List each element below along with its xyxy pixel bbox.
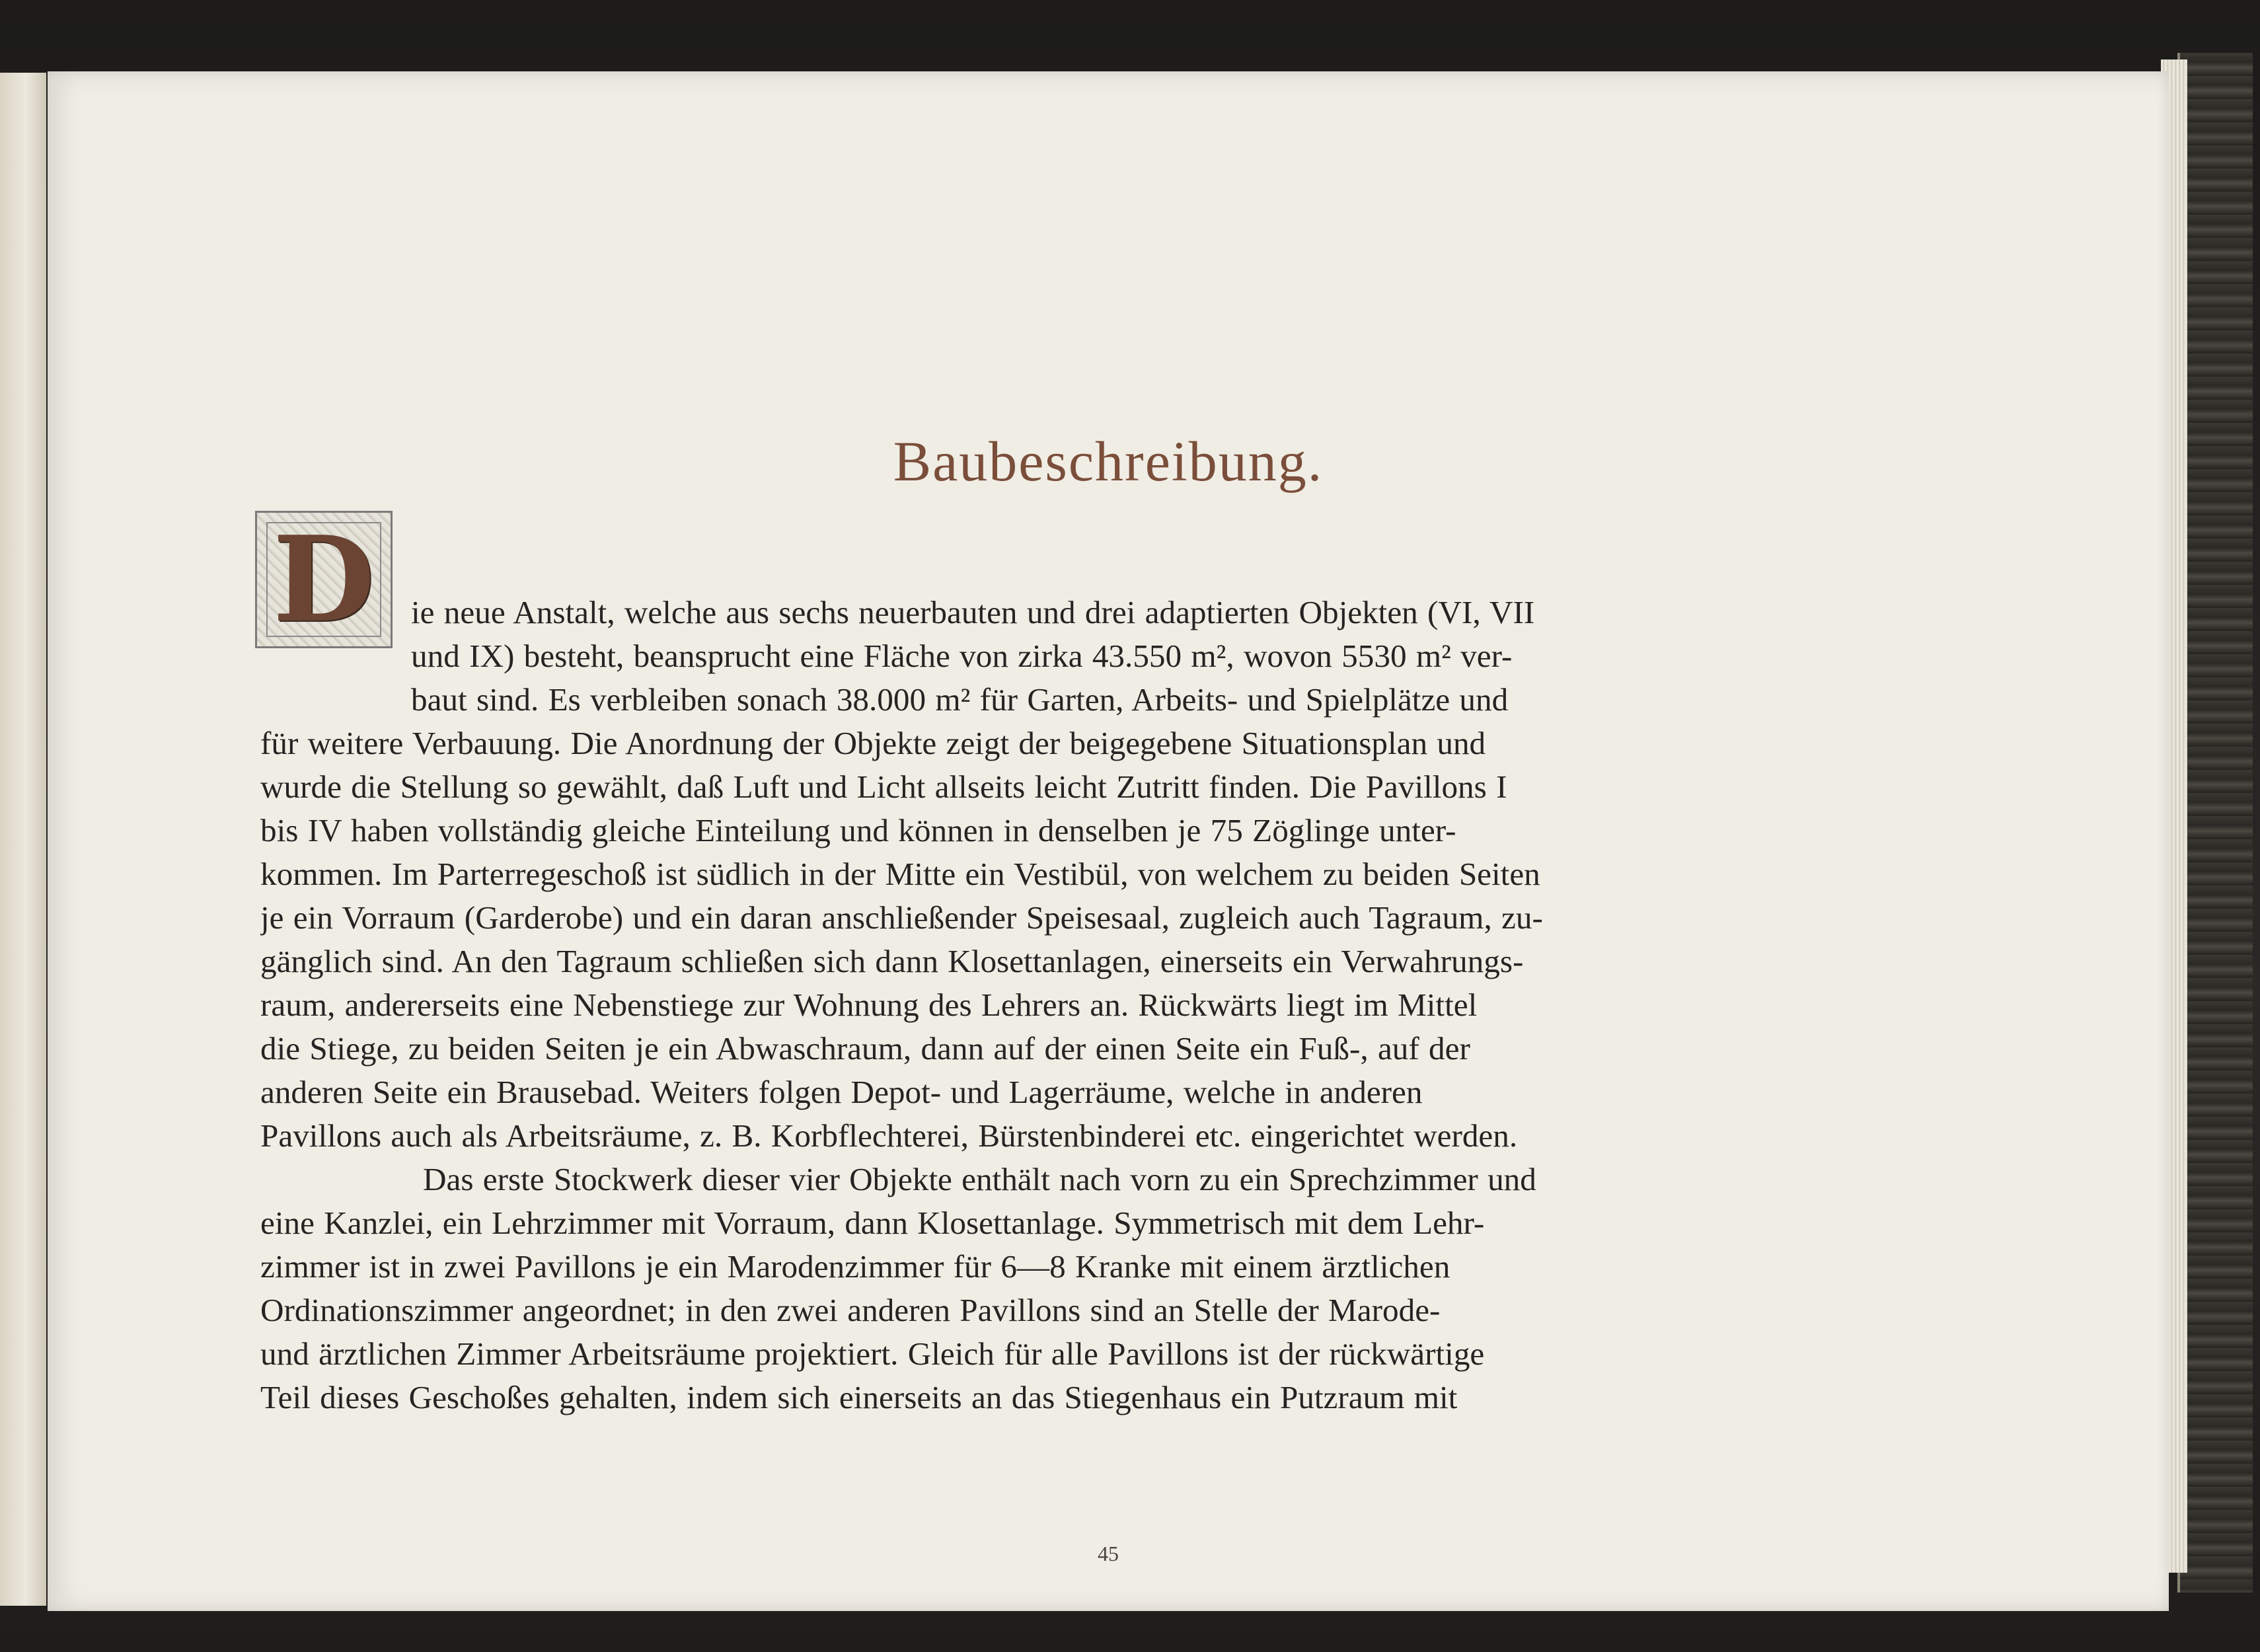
text-line: für weitere Verbauung. Die Anordnung der Objekte zeigt der beigegebene Situationsplan und [260,725,1486,761]
text-line: kommen. Im Parterregeschoß ist südlich in der Mitte ein Vestibül, von welchem zu beiden Seiten [260,856,1540,892]
text-line: Ordinationszimmer angeordnet; in den zwei anderen Pavillons sind an Stelle der Marode- [260,1292,1441,1328]
text-line: eine Kanzlei, ein Lehrzimmer mit Vorraum, dann Klosettanlage. Symmetrisch mit dem Lehr- [260,1205,1485,1241]
drop-cap-letter: D [272,522,375,637]
text-line: Pavillons auch als Arbeitsräume, z. B. Korbflechterei, Bürstenbinderei etc. eingerichtet werden. [260,1117,1518,1154]
text-line: anderen Seite ein Brausebad. Weiters folgen Depot- und Lagerräume, welche in anderen [260,1074,1423,1110]
book-binding [2177,53,2253,1593]
text-line: baut sind. Es verbleiben sonach 38.000 m² für Garten, Arbeits- und Spielplätze und [411,681,1509,718]
text-line: ie neue Anstalt, welche aus sechs neuerbauten und drei adaptierten Objekten (VI, VII [411,594,1535,630]
text-line: gänglich sind. An den Tagraum schließen sich dann Klosettanlagen, einerseits ein Verwahrungs- [260,943,1524,979]
page-title: Baubeschreibung. [893,430,1324,493]
text-line: je ein Vorraum (Garderobe) und ein daran anschließender Speisesaal, zugleich auch Tagraum, zu- [260,899,1543,936]
page-number: 45 [1098,1542,1119,1565]
text-line: Teil dieses Geschoßes gehalten, indem sich einerseits an das Stiegenhaus ein Putzraum mit [260,1379,1458,1415]
text-line: Das erste Stockwerk dieser vier Objekte enthält nach vorn zu ein Sprechzimmer und [423,1161,1536,1197]
text-line: wurde die Stellung so gewählt, daß Luft und Licht allseits leicht Zutritt finden. Die Pavillons I [260,769,1507,805]
previous-page-edge [0,73,46,1606]
body-text [260,591,1989,1419]
book-page [48,71,2169,1611]
text-line: die Stiege, zu beiden Seiten je ein Abwaschraum, dann auf der einen Seite ein Fuß-, auf der [260,1030,1470,1067]
text-line: und ärztlichen Zimmer Arbeitsräume projektiert. Gleich für alle Pavillons ist der rückwärtige [260,1335,1485,1372]
text-line: bis IV haben vollständig gleiche Einteilung und können in denselben je 75 Zöglinge unter- [260,812,1456,848]
text-line: zimmer ist in zwei Pavillons je ein Marodenzimmer für 6—8 Kranke mit einem ärztlichen [260,1248,1450,1285]
text-line: raum, andererseits eine Nebenstiege zur Wohnung des Lehrers an. Rückwärts liegt im Mittel [260,987,1478,1023]
text-line: und IX) besteht, beansprucht eine Fläche von zirka 43.550 m², wovon 5530 m² ver- [411,638,1513,674]
